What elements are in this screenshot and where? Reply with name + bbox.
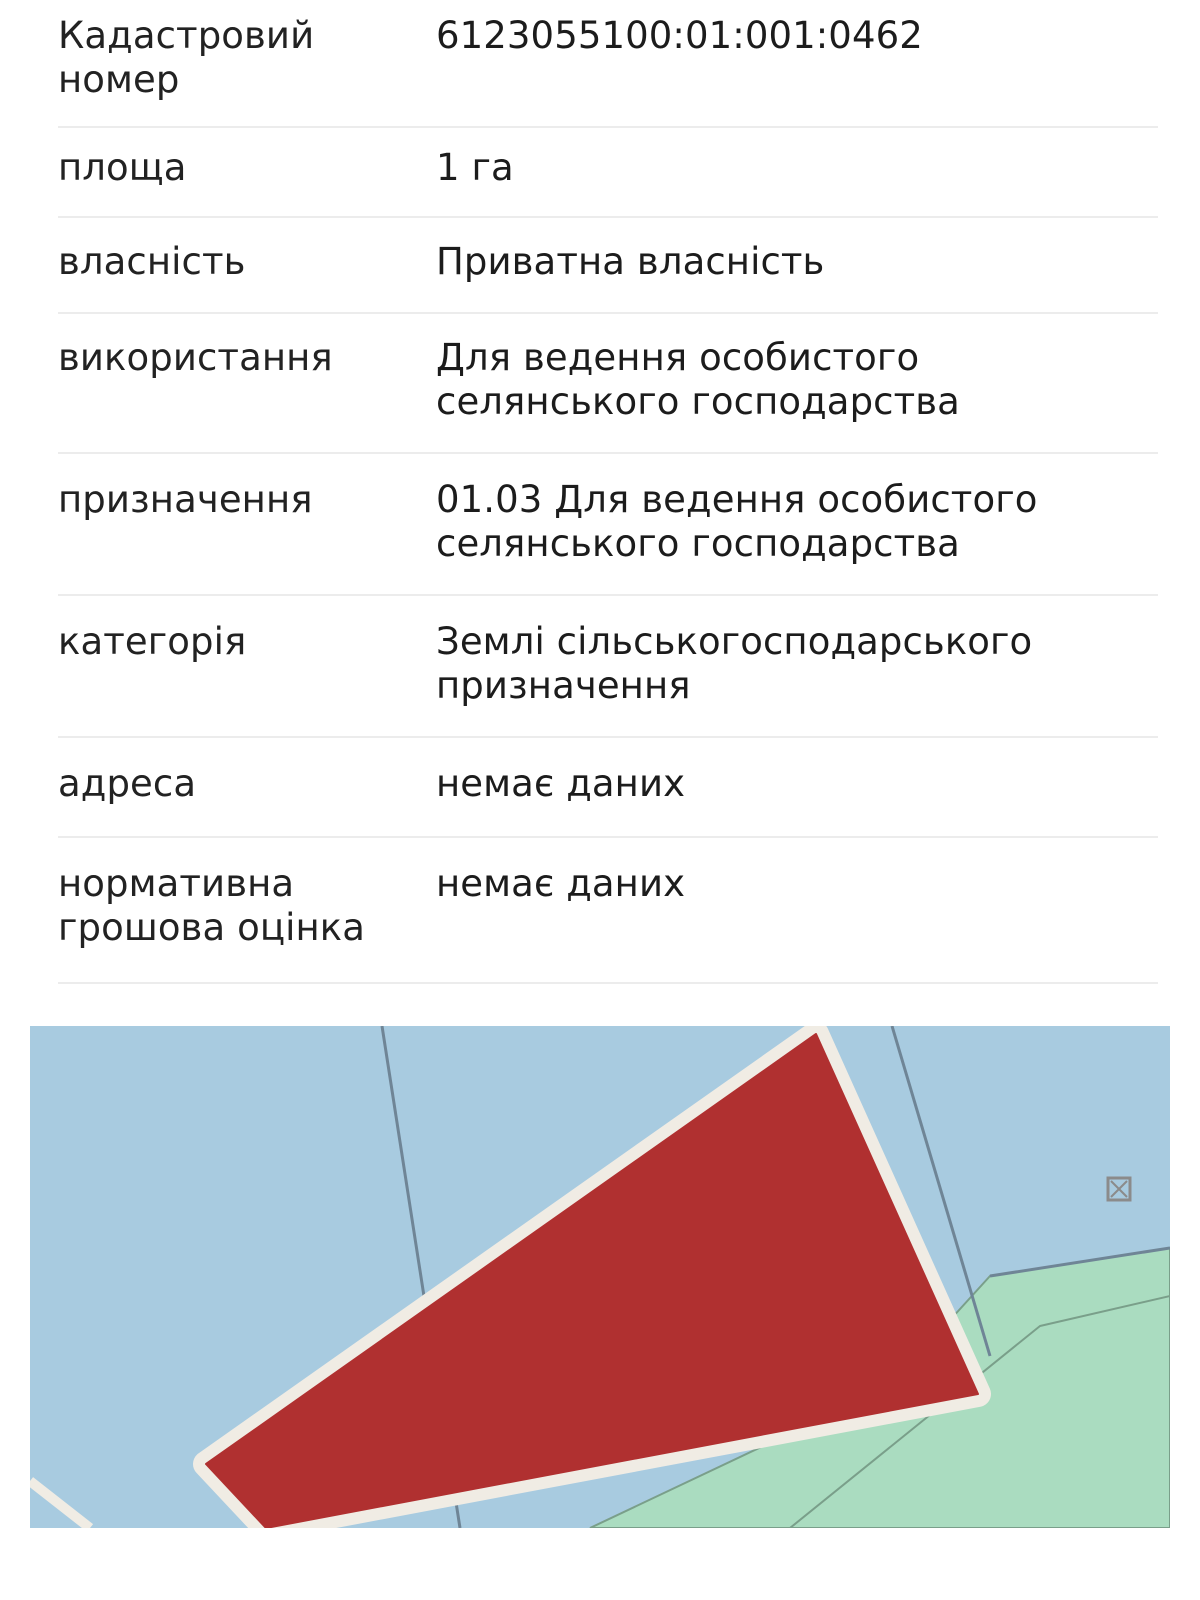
- row-value: 1 га: [436, 146, 514, 189]
- row-value: Землі сільськогосподарського призначення: [436, 620, 1033, 707]
- row-value: 6123055100:01:001:0462: [436, 14, 923, 57]
- table-row[interactable]: [58, 314, 1158, 454]
- row-value: Для ведення особистого селянського господарства: [436, 336, 960, 423]
- row-label: призначення: [58, 478, 313, 521]
- table-row[interactable]: [58, 0, 1158, 128]
- row-label: власність: [58, 240, 246, 283]
- row-label: використання: [58, 336, 333, 379]
- map-canvas[interactable]: [30, 1026, 1170, 1528]
- table-row[interactable]: [58, 218, 1158, 314]
- row-label: адреса: [58, 762, 197, 805]
- row-value: немає даних: [436, 762, 686, 805]
- row-label: нормативна грошова оцінка: [58, 862, 366, 949]
- row-value: Приватна власність: [436, 240, 825, 283]
- cadastral-map-preview[interactable]: [30, 1026, 1170, 1528]
- row-value: 01.03 Для ведення особистого селянського господарства: [436, 478, 1038, 565]
- row-label: категорія: [58, 620, 247, 663]
- table-row[interactable]: [58, 454, 1158, 596]
- table-row[interactable]: [58, 738, 1158, 838]
- table-row[interactable]: [58, 838, 1158, 984]
- row-value: немає даних: [436, 862, 686, 905]
- row-label: Кадастровий номер: [58, 14, 315, 101]
- table-row[interactable]: [58, 128, 1158, 218]
- table-row[interactable]: [58, 596, 1158, 738]
- row-label: площа: [58, 146, 187, 189]
